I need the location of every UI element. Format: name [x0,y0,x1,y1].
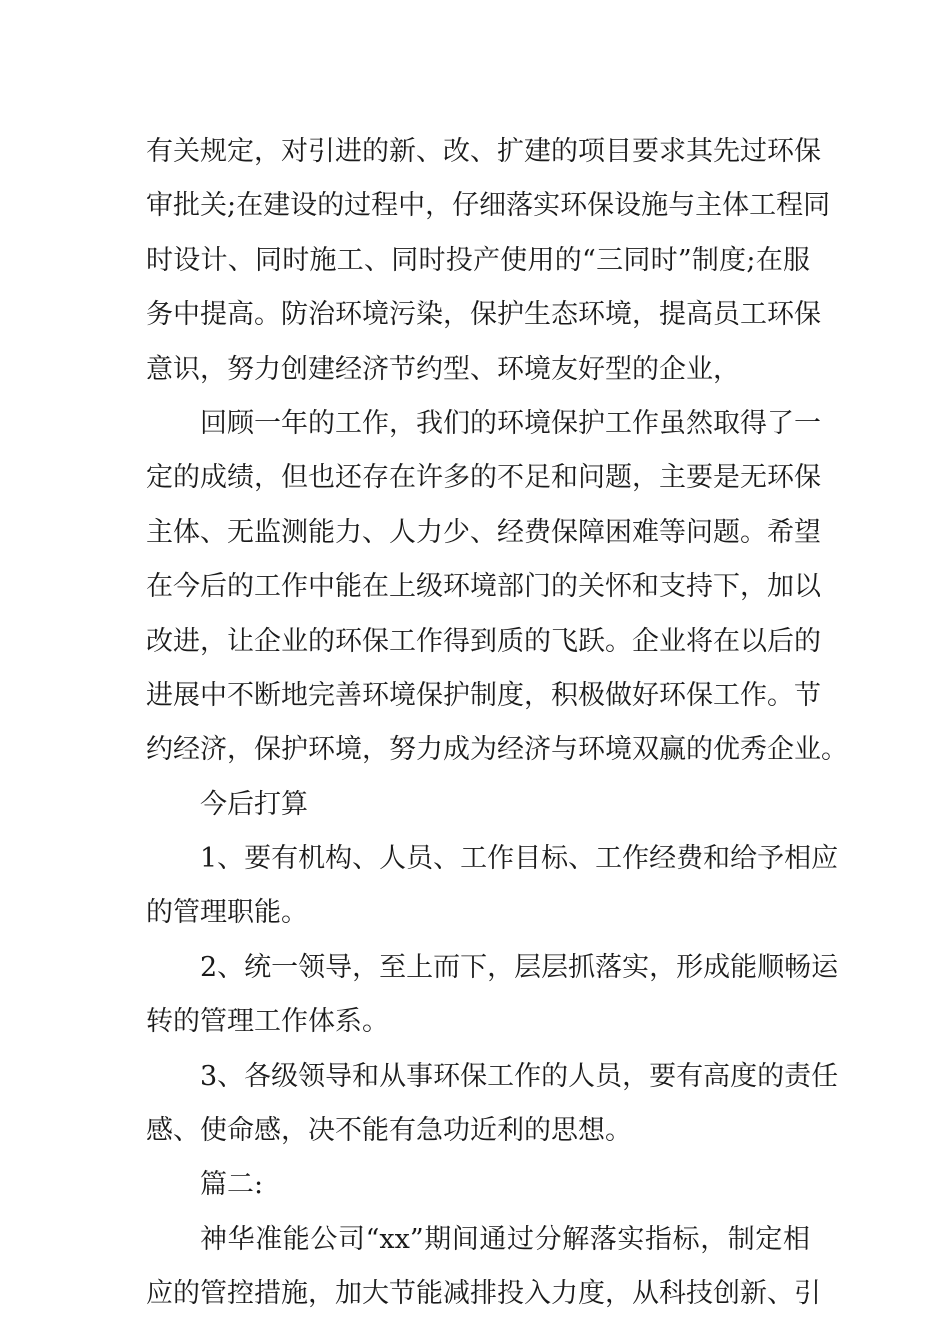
text-line: 在今后的工作中能在上级环境部门的关怀和支持下，加以 [146,571,821,603]
paragraph-first-line: 回顾一年的工作，我们的环境保护工作虽然取得了一 [200,407,821,439]
list-item-3: 3、各级领导和从事环保工作的人员，要有高度的责任 [200,1060,839,1092]
list-item-1: 1、要有机构、人员、工作目标、工作经费和给予相应 [200,843,839,875]
section-heading: 篇二: [200,1169,264,1201]
text-line: 审批关;在建设的过程中，仔细落实环保设施与主体工程同 [146,190,831,222]
text-line: 务中提高。防治环境污染，保护生态环境，提高员工环保 [146,299,821,331]
text-line: 约经济，保护环境，努力成为经济与环境双赢的优秀企业。 [146,734,848,766]
paragraph-first-line: 神华准能公司“xx”期间通过分解落实指标，制定相 [200,1223,810,1255]
section-heading: 今后打算 [200,788,308,820]
text-line: 转的管理工作体系。 [146,1006,389,1038]
text-line: 意识，努力创建经济节约型、环境友好型的企业， [146,353,740,385]
text-line: 主体、无监测能力、人力少、经费保障困难等问题。希望 [146,516,821,548]
text-line: 有关规定，对引进的新、改、扩建的项目要求其先过环保 [146,136,821,167]
document-body [146,125,848,1322]
list-item-2: 2、统一领导，至上而下，层层抓落实，形成能顺畅运 [200,951,839,983]
text-line: 进展中不断地完善环境保护制度，积极做好环保工作。节 [146,679,821,711]
text-line: 改进，让企业的环保工作得到质的飞跃。企业将在以后的 [146,625,821,657]
text-line: 定的成绩，但也还存在许多的不足和问题，主要是无环保 [146,462,821,494]
text-line: 时设计、同时施工、同时投产使用的“三同时”制度;在服 [146,244,810,276]
text-line: 感、使命感，决不能有急功近利的思想。 [146,1115,632,1147]
text-line: 的管理职能。 [146,897,308,929]
text-line: 应的管控措施，加大节能减排投入力度，从科技创新、引 [146,1278,821,1310]
